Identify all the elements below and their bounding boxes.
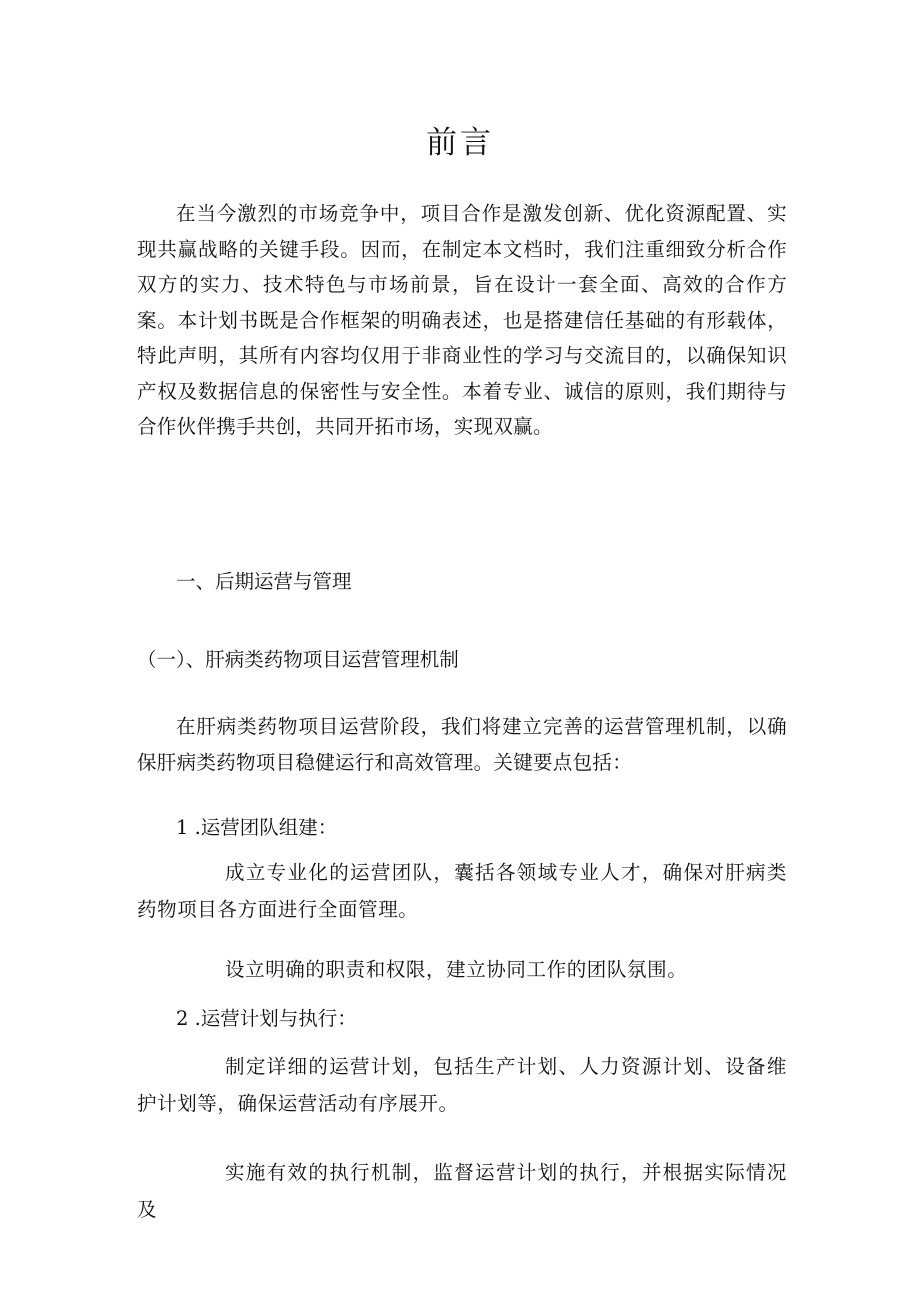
list-item-paragraph: 制定详细的运营计划，包括生产计划、人力资源计划、设备维护计划等，确保运营活动有序展开。 (137, 1055, 787, 1115)
intro-paragraph: 在肝病类药物项目运营阶段，我们将建立完善的运营管理机制，以确保肝病类药物项目稳健运行和高效管理。关键要点包括： (137, 715, 787, 774)
list-item-paragraph: 实施有效的执行机制，监督运营计划的执行，并根据实际情况及 (137, 1161, 787, 1221)
subsection-heading: （一）、肝病类药物项目运营管理机制 (137, 648, 459, 671)
list-item-paragraph: 设立明确的职责和权限，建立协同工作的团队氛围。 (225, 958, 688, 981)
list-item-label: 2 .运营计划与执行： (176, 1007, 357, 1030)
section-heading: 一、后期运营与管理 (176, 570, 352, 593)
list-item-paragraph: 成立专业化的运营团队，囊括各领域专业人才，确保对肝病类药物项目各方面进行全面管理。 (137, 861, 787, 921)
page-title: 前言 (426, 125, 494, 161)
preface-paragraph: 在当今激烈的市场竞争中，项目合作是激发创新、优化资源配置、实现共赢战略的关键手段。因而，在制定本文档时，我们注重细致分析合作双方的实力、技术特色与市场前景，旨在设计一套全面、高效的合作方案。本计划书既是合作框架的明确表述，也是搭建信任基础的有形载体，特此声明，其所有内容均仅用于非商业性的学习与交流目的，以确保知识产权及数据信息的保密性与安全性。本着专业、诚信的原则，我们期待与合作伙伴携手共创，共同开拓市场，实现双赢。 (137, 202, 787, 438)
list-item-label: 1 .运营团队组建： (176, 816, 338, 839)
